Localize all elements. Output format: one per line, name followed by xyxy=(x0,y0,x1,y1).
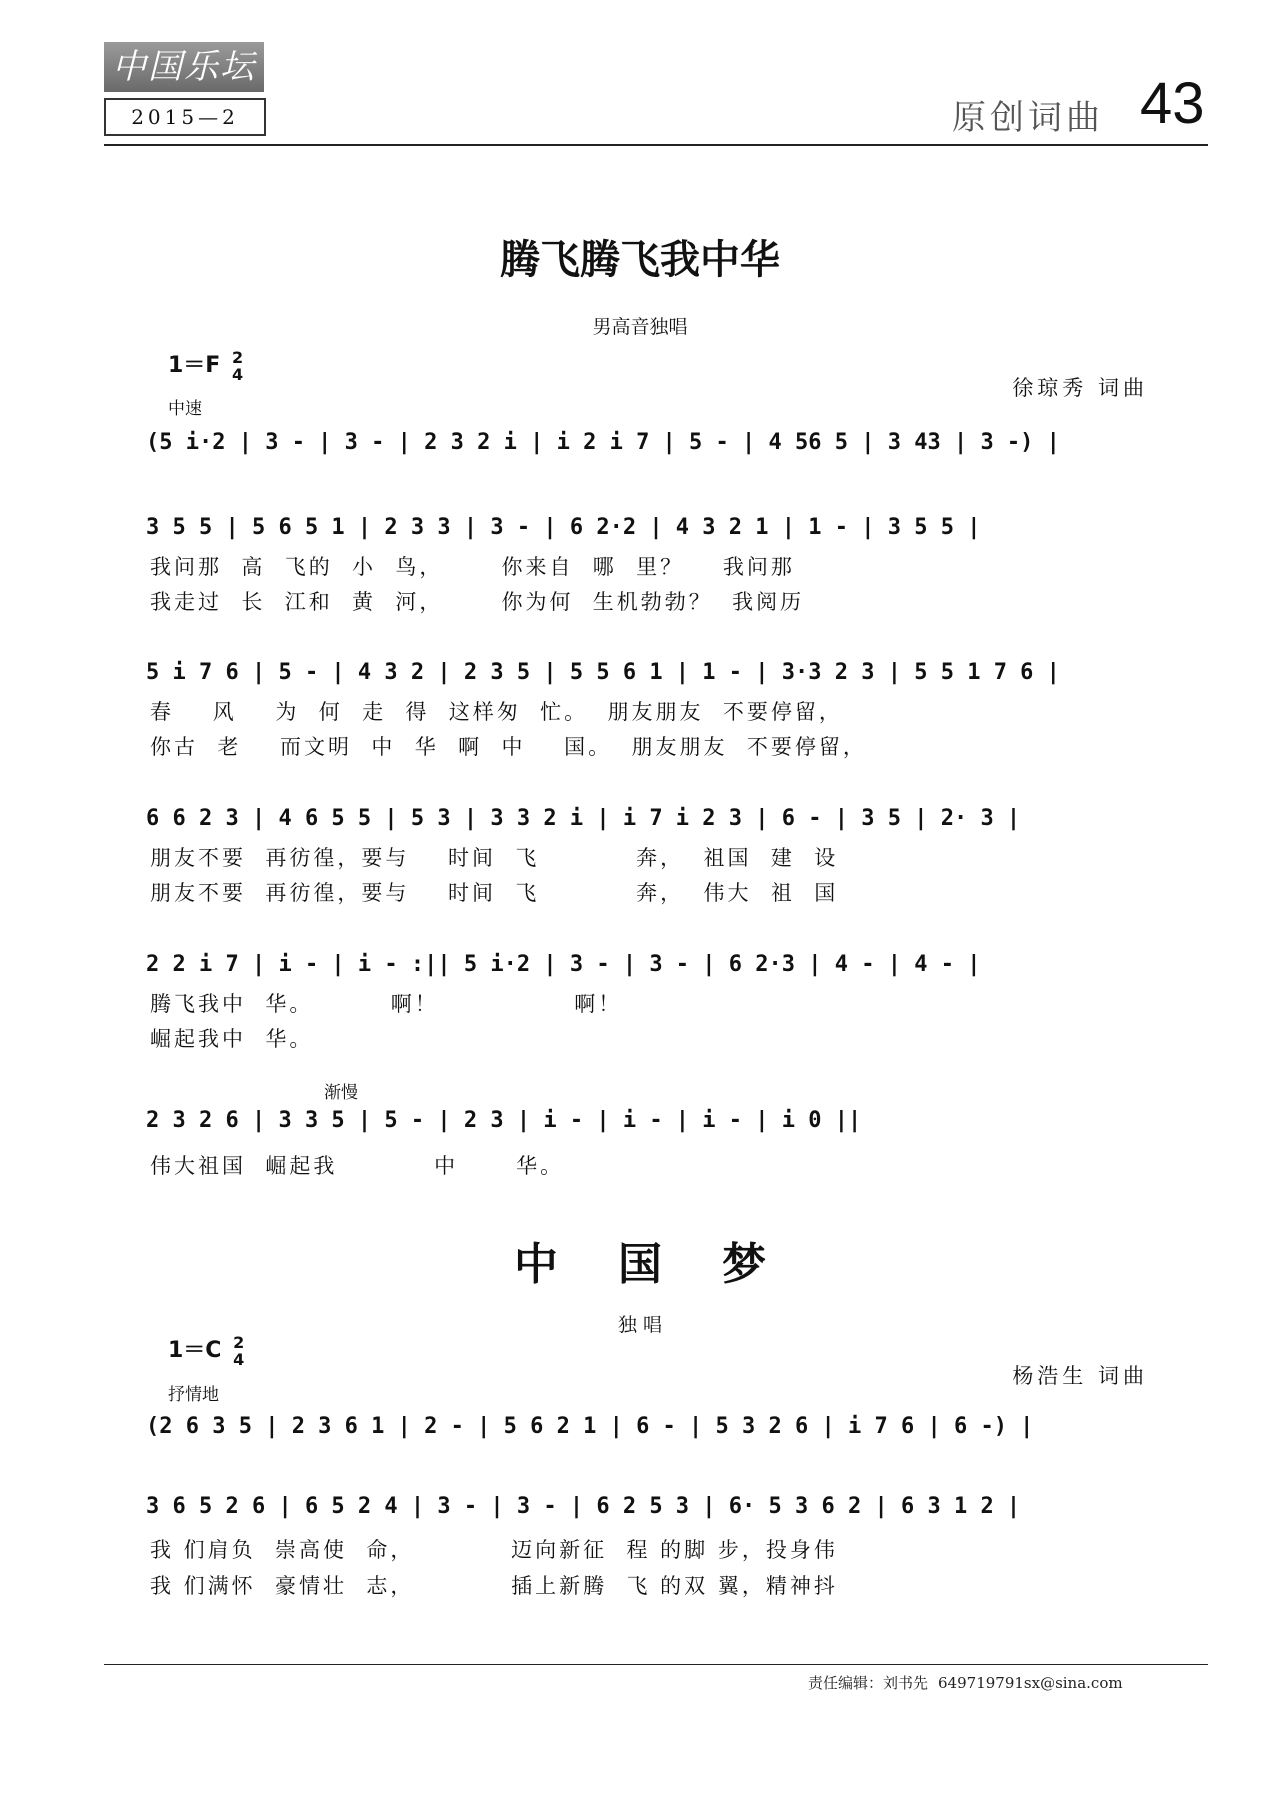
tempo-marking: 抒情地 xyxy=(168,1385,219,1405)
lyric-line: 我走过 长 江和 黄 河， 你为何 生机勃勃？ 我阅历 xyxy=(150,590,805,614)
tempo-marking: 中速 xyxy=(168,399,202,419)
masthead-logo: 中国乐坛 xyxy=(104,42,264,92)
lyric-line: 春 风 为 何 走 得 这样匆 忙。 朋友朋友 不要停留， xyxy=(150,700,843,724)
notation-line: 6 6 2 3 | 4 6 5 5 | 5 3 | 3 3 2 i | i 7 i 2 3 | 6 - | 3 5 | 2· 3 | xyxy=(146,806,1021,831)
editor-email: 649719791sx@sina.com xyxy=(938,1674,1123,1692)
time-top: 2 xyxy=(232,348,244,367)
lyric-line: 朋友不要 再彷徨，要与 时间 飞 奔， 祖国 建 设 xyxy=(150,846,839,870)
song-title: 腾飞腾飞我中华 xyxy=(500,236,780,283)
notation-line: 2 3 2 6 | 3 3 5 | 5 - | 2 3 | i - | i - | i - | i 0 || xyxy=(146,1108,862,1133)
notation-line: 2 2 i 7 | i - | i - :|| 5 i·2 | 3 - | 3 - | 6 2·3 | 4 - | 4 - | xyxy=(146,952,981,977)
key-label: 1＝C xyxy=(168,1338,222,1363)
lyric-line: 我 们满怀 豪情壮 志， 插上新腾 飞 的双 翼，精神抖 xyxy=(150,1574,838,1598)
author-credit: 杨浩生 词曲 xyxy=(1012,1364,1148,1388)
issue-number: 2015—2 xyxy=(104,98,266,136)
time-bottom: 4 xyxy=(233,1350,245,1369)
key-label: 1＝F xyxy=(168,353,221,378)
key-signature xyxy=(168,348,243,383)
page-number: 43 xyxy=(1140,71,1205,136)
notation-line: (2 6 3 5 | 2 3 6 1 | 2 - | 5 6 2 1 | 6 - | 5 3 2 6 | i 7 6 | 6 -) | xyxy=(146,1414,1034,1439)
author-credit: 徐琼秀 词曲 xyxy=(1012,376,1148,400)
tempo-change: 渐慢 xyxy=(324,1083,358,1103)
song-subtitle: 独 唱 xyxy=(617,1314,663,1336)
time-signature xyxy=(233,1334,244,1368)
lyric-line: 崛起我中 华。 xyxy=(150,1027,314,1051)
notation-line: 3 6 5 2 6 | 6 5 2 4 | 3 - | 3 - | 6 2 5 3 | 6· 5 3 6 2 | 6 3 1 2 | xyxy=(146,1494,1021,1519)
time-bottom: 4 xyxy=(232,365,244,384)
header-rule xyxy=(104,144,1208,146)
song-title: 中国梦 xyxy=(514,1239,826,1290)
song-subtitle: 男高音独唱 xyxy=(592,316,688,338)
editor-credit: 责任编辑：刘书先 xyxy=(808,1674,929,1692)
notation-line: 5 i 7 6 | 5 - | 4 3 2 | 2 3 5 | 5 5 6 1 | 1 - | 3·3 2 3 | 5 5 1 7 6 | xyxy=(146,660,1060,685)
notation-line: 3 5 5 | 5 6 5 1 | 2 3 3 | 3 - | 6 2·2 | 4 3 2 1 | 1 - | 3 5 5 | xyxy=(146,515,981,540)
lyric-line: 你古 老 而文明 中 华 啊 中 国。 朋友朋友 不要停留， xyxy=(150,735,867,759)
footer-credit xyxy=(808,1672,1123,1693)
footer-rule xyxy=(104,1664,1208,1665)
notation-line: (5 i·2 | 3 - | 3 - | 2 3 2 i | i 2 i 7 | 5 - | 4 56 5 | 3 43 | 3 -) | xyxy=(146,430,1060,455)
lyric-line: 我问那 高 飞的 小 鸟， 你来自 哪 里？ 我问那 xyxy=(150,555,795,579)
lyric-line: 我 们肩负 崇高使 命， 迈向新征 程 的脚 步，投身伟 xyxy=(150,1538,838,1562)
section-title: 原创词曲 xyxy=(952,98,1104,138)
time-top: 2 xyxy=(233,1333,245,1352)
lyric-line: 腾飞我中 华。 啊！ 啊！ xyxy=(150,992,623,1016)
time-signature xyxy=(232,349,243,383)
key-signature xyxy=(168,1333,244,1368)
lyric-line: 伟大祖国 崛起我 中 华。 xyxy=(150,1154,565,1178)
lyric-line: 朋友不要 再彷徨，要与 时间 飞 奔， 伟大 祖 国 xyxy=(150,881,839,905)
